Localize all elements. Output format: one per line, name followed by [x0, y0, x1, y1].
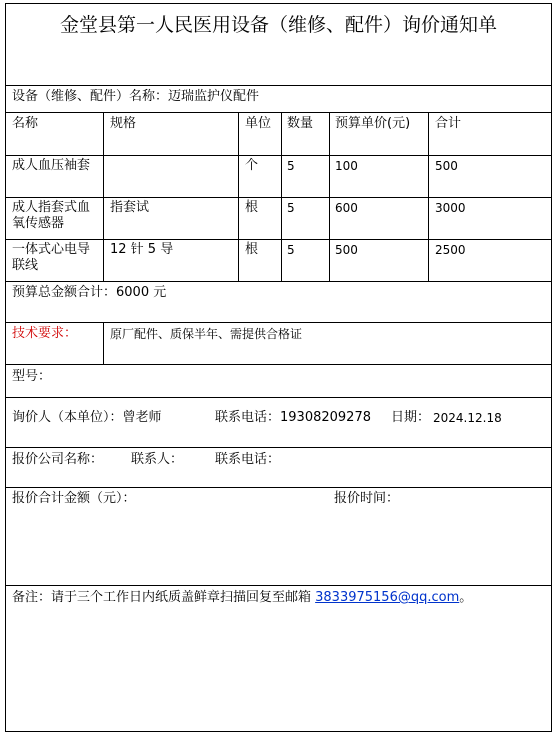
budget-total: 预算总金额合计：6000 元 — [12, 285, 167, 300]
tech-value: 原厂配件、质保半年、需提供合格证 — [110, 327, 303, 341]
quote-contact-label: 联系人： — [131, 452, 184, 467]
remark-text: 备注：请于三个工作日内纸质盖鲜章扫描回复至邮箱 — [12, 590, 316, 605]
table-cell-price: 500 — [335, 243, 358, 257]
table-cell-unit: 根 — [245, 200, 259, 215]
header-name: 名称 — [12, 116, 39, 131]
divider — [5, 197, 552, 198]
table-cell-unit: 根 — [245, 242, 259, 257]
table-cell-spec: 指套试 — [110, 200, 150, 215]
inquirer-date-label: 日期： — [391, 410, 431, 425]
quote-company-label: 报价公司名称： — [12, 452, 104, 467]
divider — [5, 281, 552, 282]
table-divider — [103, 112, 104, 281]
table-cell-spec: 12 针 5 导 — [110, 242, 174, 257]
divider — [5, 239, 552, 240]
divider — [5, 322, 552, 323]
table-cell-name: 成人血压袖套 — [12, 158, 91, 173]
divider — [5, 487, 552, 488]
divider — [5, 112, 552, 113]
inquirer-date: 2024.12.18 — [433, 411, 502, 425]
divider — [5, 85, 552, 86]
page-title: 金堂县第一人民医用设备（维修、配件）询价通知单 — [59, 14, 497, 36]
table-divider — [329, 112, 330, 281]
email-link[interactable]: 3833975156@qq.com — [315, 590, 460, 605]
table-cell-total: 3000 — [435, 201, 466, 215]
quote-time-label: 报价时间： — [334, 491, 400, 506]
header-price: 预算单价(元) — [335, 116, 411, 131]
header-unit: 单位 — [245, 116, 272, 131]
table-cell-qty: 5 — [287, 159, 295, 173]
tech-label: 技术要求： — [12, 326, 78, 341]
table-cell-qty: 5 — [287, 201, 295, 215]
table-cell-qty: 5 — [287, 243, 295, 257]
divider — [5, 397, 552, 398]
quote-phone-label: 联系电话： — [215, 452, 281, 467]
remark — [12, 590, 472, 606]
table-cell-unit: 个 — [245, 158, 259, 173]
table-cell-name: 成人指套式血氧传感器 — [12, 200, 91, 232]
divider — [5, 447, 552, 448]
table-cell-price: 100 — [335, 159, 358, 173]
table-divider — [428, 112, 429, 281]
table-cell-total: 500 — [435, 159, 458, 173]
tech-divider — [103, 322, 104, 364]
divider — [5, 155, 552, 156]
table-divider — [238, 112, 239, 281]
divider — [5, 364, 552, 365]
model-label: 型号： — [12, 369, 52, 384]
device-name: 设备（维修、配件）名称：迈瑞监护仪配件 — [12, 89, 260, 104]
header-spec: 规格 — [110, 116, 137, 131]
table-cell-name: 一体式心电导联线 — [12, 242, 91, 274]
header-qty: 数量 — [287, 116, 314, 131]
table-cell-total: 2500 — [435, 243, 466, 257]
inquirer-phone: 联系电话：19308209278 — [215, 410, 371, 425]
remark-suffix: 。 — [459, 590, 473, 605]
divider — [5, 585, 552, 586]
table-cell-price: 600 — [335, 201, 358, 215]
header-total: 合计 — [435, 116, 462, 131]
table-divider — [281, 112, 282, 281]
inquirer-label: 询价人（本单位）：曾老师 — [12, 410, 162, 425]
quote-amount-label: 报价合计金额（元）： — [12, 491, 136, 506]
